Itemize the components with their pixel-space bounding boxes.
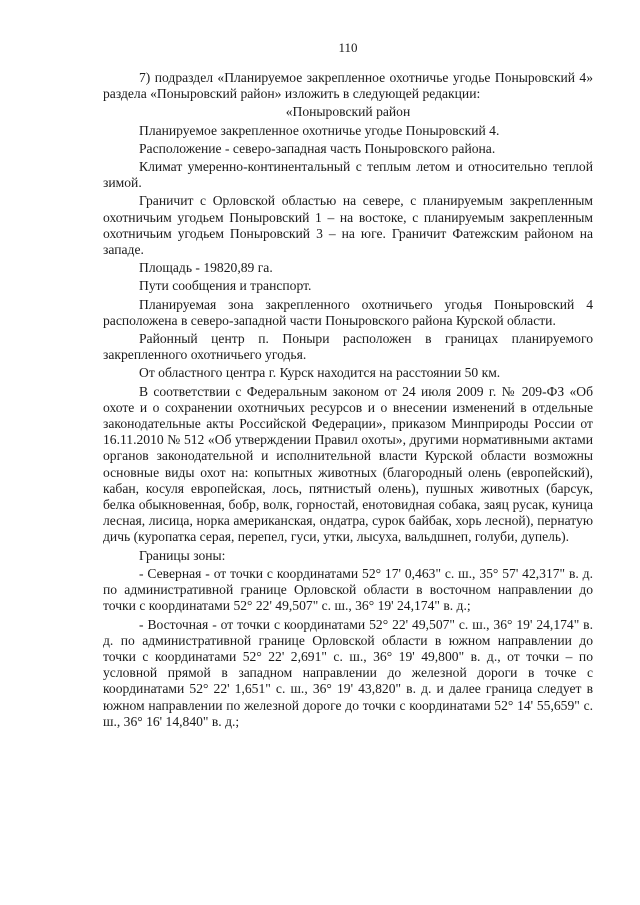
- paragraph-distance: От областного центра г. Курск находится на расстоянии 50 км.: [139, 365, 501, 381]
- paragraph-eastern-boundary: - Восточная - от точки с координатами 52° 22' 49,507" с. ш., 36° 19' 24,174" в. д. по административной границе Орловской области в южном направлении до точки с координатами 52° 22' 2,691" с. ш., 36° 19' 49,800" в. д., от точки – по условной прямой в западном направлении до железной дороги в точке с координатами 52° 22' 1,651" с. ш., 36° 19' 43,820" в. д. и далее граница следует в южном направлении по железной дороге до точки с координатами 52° 14' 55,659" с. ш., 36° 16' 14,840" в. д.;: [103, 616, 593, 729]
- section-heading: «Поныровский район: [285, 104, 411, 120]
- paragraph-hunting-law: В соответствии с Федеральным законом от 24 июля 2009 г. № 209-ФЗ «Об охоте и о сохранении охотничьих ресурсов и о внесении изменений в отдельные законодательные акты Российской Федерации», приказом Минприроды России от 16.11.2010 № 512 «Об утверждении Правил охоты», другими нормативными актами органов законодательной и исполнительной власти Курской области возможны основные виды охот на: копытных животных (благородный олень (европейский), кабан, косуля европейская, лось, пятнистый олень), пушных животных (барсук, белка обыкновенная, бобр, волк, горностай, енотовидная собака, заяц русак, куница лесная, лисица, норка американская, ондатра, сурок байбак, хорь лесной), пернатую дичь (куропатка серая, перепел, гуси, утки, лысуха, вальдшнеп, голуби, дупель).: [103, 383, 593, 545]
- paragraph-zone-boundaries-heading: Границы зоны:: [139, 547, 226, 563]
- page-number: 110: [338, 40, 358, 55]
- paragraph-district-center: Районный центр п. Поныри расположен в границах планируемого закрепленного охотничьего угодья.: [103, 331, 593, 363]
- paragraph-borders: Граничит с Орловской областью на севере, с планируемым закрепленным охотничьим угодьем Поныровский 1 – на востоке, с планируемым закрепленным охотничьим угодьем Поныровский 3 – на юге. Граничит Фатежским районом на западе.: [103, 193, 593, 258]
- paragraph-northern-boundary: - Северная - от точки с координатами 52° 17' 0,463" с. ш., 35° 57' 42,317" в. д. по административной границе Орловской области в восточном направлении до точки с координатами 52° 22' 49,507" с. ш., 36° 19' 24,174" в. д.;: [103, 565, 593, 614]
- paragraph-name: Планируемое закрепленное охотничье угодье Поныровский 4.: [139, 122, 500, 138]
- paragraph-climate: Климат умеренно-континентальный с теплым летом и относительно теплой зимой.: [103, 159, 593, 191]
- paragraph-transport-heading: Пути сообщения и транспорт.: [139, 278, 312, 294]
- paragraph-zone-location: Планируемая зона закрепленного охотничьего угодья Поныровский 4 расположена в северо-западной части Поныровского района Курской области.: [103, 296, 593, 328]
- paragraph-area: Площадь - 19820,89 га.: [139, 260, 273, 276]
- document-page: [103, 40, 593, 732]
- intro-paragraph: 7) подраздел «Планируемое закрепленное охотничье угодье Поныровский 4» раздела «Поныровский район» изложить в следующей редакции:: [103, 70, 593, 102]
- paragraph-location: Расположение - северо-западная часть Поныровского района.: [139, 140, 496, 156]
